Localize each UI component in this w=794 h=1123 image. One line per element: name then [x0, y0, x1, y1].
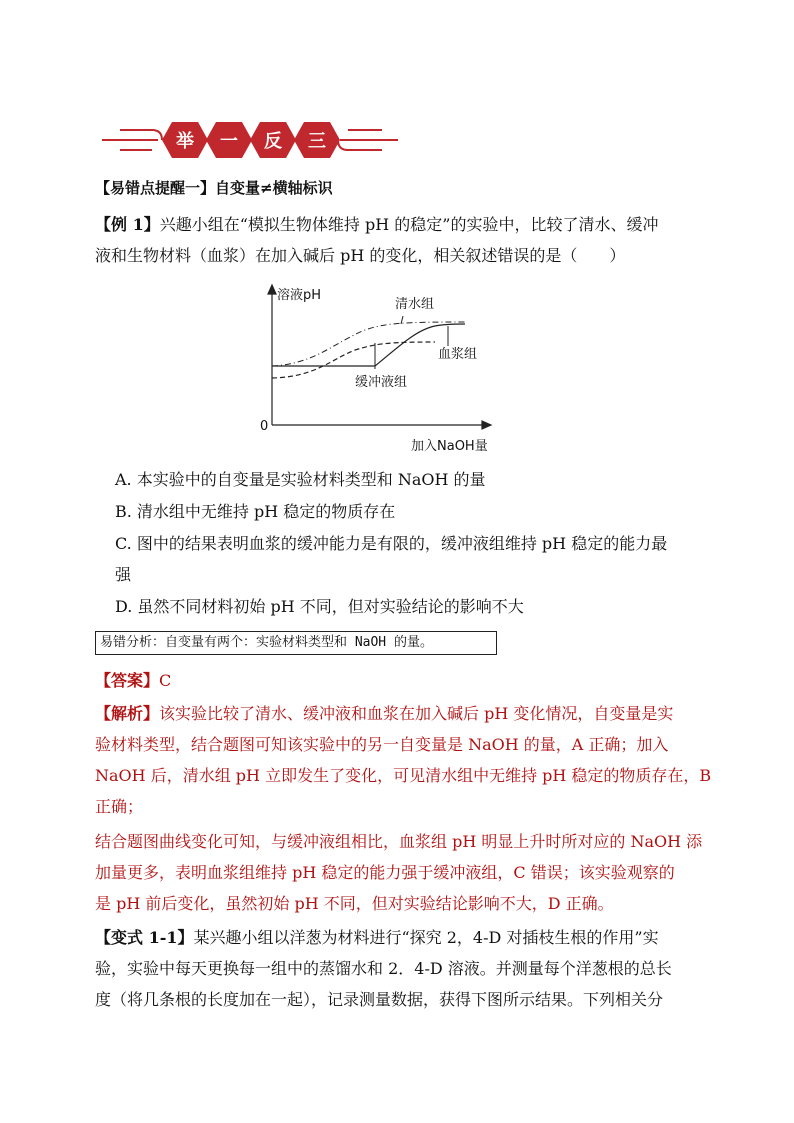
answer-line [95, 671, 695, 691]
banner-char-1: 举 [176, 131, 194, 152]
left-ornament [102, 130, 162, 150]
variant-line-3: 度（将几条根的长度加在一起），记录测量数据，获得下图所示结果。下列相关分 [95, 990, 664, 1009]
analysis-label: 【解析】 [95, 704, 160, 723]
series-line-缓冲液组 [272, 342, 435, 378]
series-line-血浆组 [272, 324, 465, 366]
option-c-line-2: 强 [115, 565, 132, 584]
series-label-缓冲液组: 缓冲液组 [355, 375, 408, 390]
banner-char-2: 一 [220, 131, 238, 152]
analysis-line-3: NaOH 后，清水组 pH 立即发生了变化，可见清水组中无维持 pH 稳定的物质存在，B [95, 766, 712, 785]
option-c-line-1: C. 图中的结果表明血浆的缓冲能力是有限的，缓冲液组维持 pH 稳定的能力最 [115, 534, 668, 553]
analysis-text-1: 该实验比较了清水、缓冲液和血浆在加入碱后 pH 变化情况，自变量是实 [159, 704, 674, 723]
option-d: D. 虽然不同材料初始 pH 不同，但对实验结论的影响不大 [115, 597, 524, 616]
series-line-清水组 [272, 322, 465, 366]
ph-chart [255, 280, 515, 460]
x-axis-label: 加入NaOH量 [411, 439, 488, 454]
x-axis-arrow [482, 421, 491, 429]
variant-line-2: 验，实验中每天更换每一组中的蒸馏水和 2．4-D 溶液。并测量每个洋葱根的总长 [95, 959, 672, 978]
error-analysis-note: 易错分析：自变量有两个：实验材料类型和 NaOH 的量。 [95, 631, 497, 655]
analysis-line-6: 加量更多，表明血浆组维持 pH 稳定的能力强于缓冲液组，C 错误；该实验观察的 [95, 863, 675, 882]
analysis-line-5: 结合题图曲线变化可知，与缓冲液组相比，血浆组 pH 明显上升时所对应的 NaOH 添 [95, 832, 703, 851]
analysis-line-2: 验材料类型，结合题图可知该实验中的另一自变量是 NaOH 的量，A 正确；加入 [95, 735, 669, 754]
right-ornament [338, 130, 398, 150]
example-label: 【例 1】 [95, 215, 160, 234]
y-axis-label: 溶液pH [277, 288, 322, 303]
analysis-line-1 [95, 704, 695, 724]
analysis-line-7: 是 pH 前后变化，虽然初始 pH 不同，但对实验结论影响不大，D 正确。 [95, 894, 614, 913]
variant-text-1: 某兴趣小组以洋葱为材料进行“探究 2，4-D 对插枝生根的作用”实 [193, 928, 659, 947]
series-label-血浆组: 血浆组 [438, 347, 478, 362]
example-stem-2: 液和生物材料（血浆）在加入碱后 pH 的变化，相关叙述错误的是（ ） [95, 246, 626, 265]
banner-char-3: 反 [264, 131, 282, 152]
answer-label: 【答案】 [95, 671, 160, 690]
option-a: A. 本实验中的自变量是实验材料类型和 NaOH 的量 [115, 470, 486, 489]
example-1-line-1 [95, 215, 695, 235]
option-b: B. 清水组中无维持 pH 稳定的物质存在 [115, 502, 396, 521]
analysis-line-4: 正确； [95, 797, 144, 816]
example-stem-1: 兴趣小组在“模拟生物体维持 pH 的稳定”的实验中，比较了清水、缓冲 [159, 215, 659, 234]
series-label-清水组: 清水组 [395, 297, 435, 312]
banner-char-4: 三 [308, 131, 326, 152]
section-banner [100, 118, 400, 162]
answer-value: C [159, 671, 172, 690]
origin-label: 0 [260, 419, 269, 434]
y-axis-arrow [268, 285, 276, 294]
variant-line-1 [95, 928, 695, 948]
variant-label: 【变式 1-1】 [95, 928, 194, 947]
section-heading: 【易错点提醒一】自变量≠横轴标识 [95, 179, 333, 197]
